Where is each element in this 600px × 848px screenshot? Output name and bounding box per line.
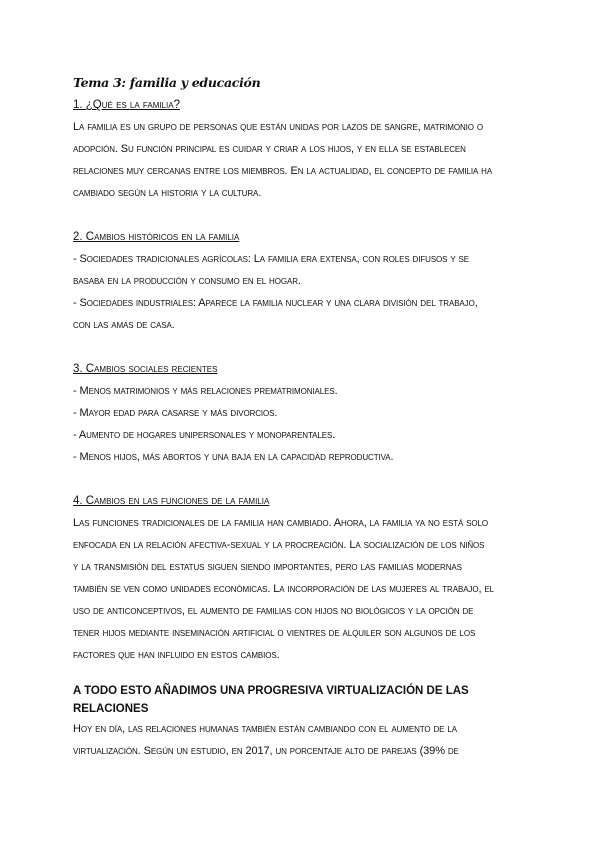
paragraph-line: y la transmisión del estatus siguen siendo importantes, pero las familias modernas [73,561,462,573]
paragraph-line: - Aumento de hogares unipersonales y monoparentales. [73,429,336,441]
document-title: Tema 3: familia y educación [73,75,261,90]
sections [73,94,543,666]
paragraph-line: - Sociedades tradicionales agrícolas: La familia era extensa, con roles difusos y se [73,253,470,265]
paragraph-line: basaba en la producción y consumo en el hogar. [73,275,301,287]
paragraph-line: con las amas de casa. [73,319,175,331]
bold-heading-line-2: RELACIONES [73,703,149,715]
paragraph-line: - Menos matrimonios y más relaciones prematrimoniales. [73,385,338,397]
paragraph-line: virtualización. Según un estudio, en 2017, un porcentaje alto de parejas (39% de [73,745,459,757]
paragraph-line: factores que han influido en estos cambios. [73,649,280,661]
paragraph-line: relaciones muy cercanas entre los miembros. En la actualidad, el concepto de familia ha [73,165,493,177]
section-heading: 2. Cambios históricos en la familia [73,231,240,243]
document-page [73,72,543,762]
bold-heading-line-1: A TODO ESTO AÑADIMOS UNA PROGRESIVA VIRTUALIZACIÓN DE LAS [73,685,469,697]
paragraph-line: tener hijos mediante inseminación artificial o vientres de alquiler son algunos de los [73,627,476,639]
paragraph-line: enfocada en la relación afectiva-sexual y la procreación. La socialización de los niños [73,539,485,551]
paragraph-line: cambiado según la historia y la cultura. [73,187,262,199]
paragraph-line: Las funciones tradicionales de la familia han cambiado. Ahora, la familia ya no está solo [73,517,489,529]
paragraph-line: - Mayor edad para casarse y más divorcios. [73,407,278,419]
paragraph-line: - Sociedades industriales: Aparece la familia nuclear y una clara división del trabajo, [73,297,478,309]
paragraph-line: adopción. Su función principal es cuidar y criar a los hijos, y en ella se establecen [73,143,466,155]
section-heading: 1. ¿Qué es la familia? [73,99,180,111]
paragraph-line: uso de anticonceptivos, el aumento de familias con hijos no biológicos y la opción de [73,605,474,617]
paragraph-line: también se ven como unidades económicas. La incorporación de las mujeres al trabajo, el [73,583,494,595]
paragraph-line: - Menos hijos, más abortos y una baja en la capacidad reproductiva. [73,451,394,463]
paragraph-line: Hoy en día, las relaciones humanas también están cambiando con el aumento de la [73,723,457,735]
section-heading: 4. Cambios en las funciones de la familia [73,495,270,507]
section-heading: 3. Cambios sociales recientes [73,363,218,375]
paragraph-line: La familia es un grupo de personas que están unidas por lazos de sangre, matrimonio o [73,121,483,133]
